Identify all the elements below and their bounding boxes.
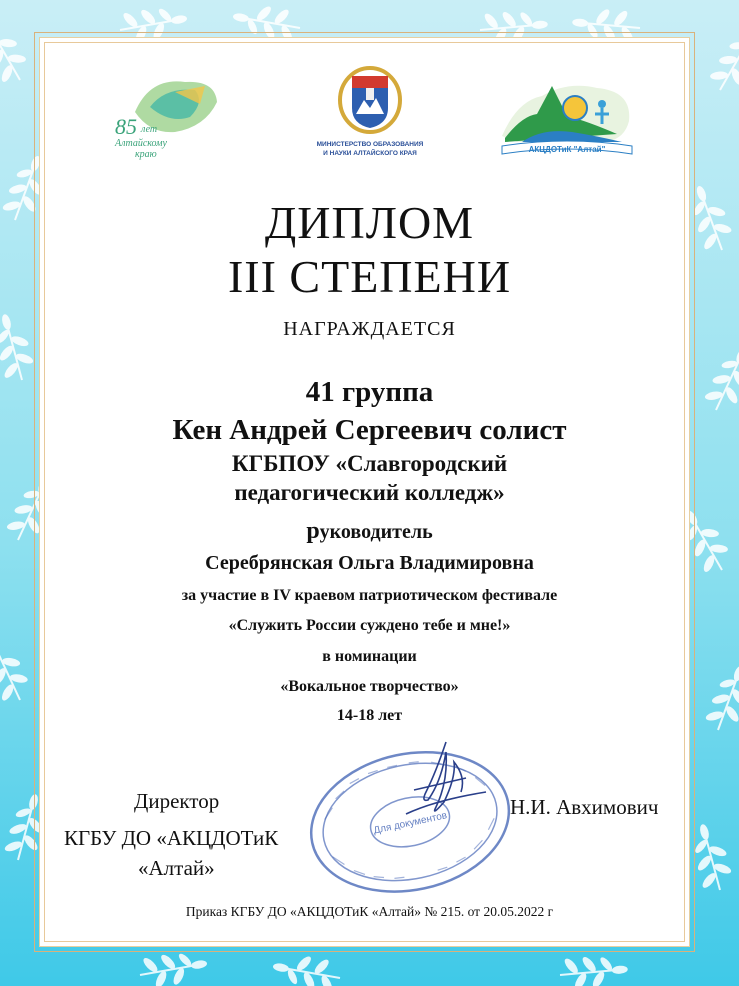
anniversary-line1: Алтайскому bbox=[115, 138, 167, 149]
ministry-name-line1: МИНИСТЕРСТВО ОБРАЗОВАНИЯ bbox=[316, 141, 424, 148]
participation-text: за участие в IV краевом патриотическом фестивале bbox=[181, 587, 558, 604]
anniversary-logo bbox=[105, 72, 225, 162]
diploma-title: ДИПЛОМ bbox=[264, 197, 475, 248]
signature-position-line3: «Алтай» bbox=[138, 856, 215, 880]
nomination-name: «Вокальное творчество» bbox=[280, 678, 459, 695]
signature-position-line2: КГБУ ДО «АКЦДОТиК bbox=[64, 826, 279, 850]
recipient-group: 41 группа bbox=[305, 376, 434, 408]
awarded-label: НАГРАЖДАЕТСЯ bbox=[283, 318, 456, 340]
institution-line1: КГБПОУ «Славгородский bbox=[231, 451, 508, 476]
signature-position-line1: Директор bbox=[134, 789, 220, 813]
ministry-logo bbox=[300, 66, 440, 161]
leader-label-rest: уководитель bbox=[319, 521, 433, 543]
diploma-degree: III СТЕПЕНИ bbox=[227, 251, 512, 302]
official-stamp bbox=[296, 722, 522, 900]
ministry-name-line2: И НАУКИ АЛТАЙСКОГО КРАЯ bbox=[323, 150, 417, 157]
festival-name: «Служить России суждено тебе и мне!» bbox=[228, 617, 511, 634]
leader-name: Серебрянская Ольга Владимировна bbox=[205, 552, 534, 574]
stamp-center-text: Для документов bbox=[372, 810, 449, 837]
center-logo bbox=[497, 76, 637, 156]
anniversary-number: 85 bbox=[115, 114, 137, 139]
recipient-name: Кен Андрей Сергеевич солист bbox=[172, 414, 567, 446]
institution-line2: педагогический колледж» bbox=[234, 480, 505, 505]
signer-name: Н.И. Авхимович bbox=[510, 795, 659, 819]
anniversary-word: лет bbox=[141, 124, 158, 135]
leader-label-initial: р bbox=[306, 518, 320, 544]
order-reference: Приказ КГБУ ДО «АКЦДОТиК «Алтай» № 215. от 20.05.2022 г bbox=[185, 904, 554, 919]
anniversary-line2: краю bbox=[135, 149, 157, 160]
age-group: 14-18 лет bbox=[336, 707, 403, 724]
nomination-label: в номинации bbox=[322, 648, 417, 665]
leader-label bbox=[0, 518, 739, 545]
center-logo-caption: АКЦДОТиК "Алтай" bbox=[528, 145, 606, 154]
